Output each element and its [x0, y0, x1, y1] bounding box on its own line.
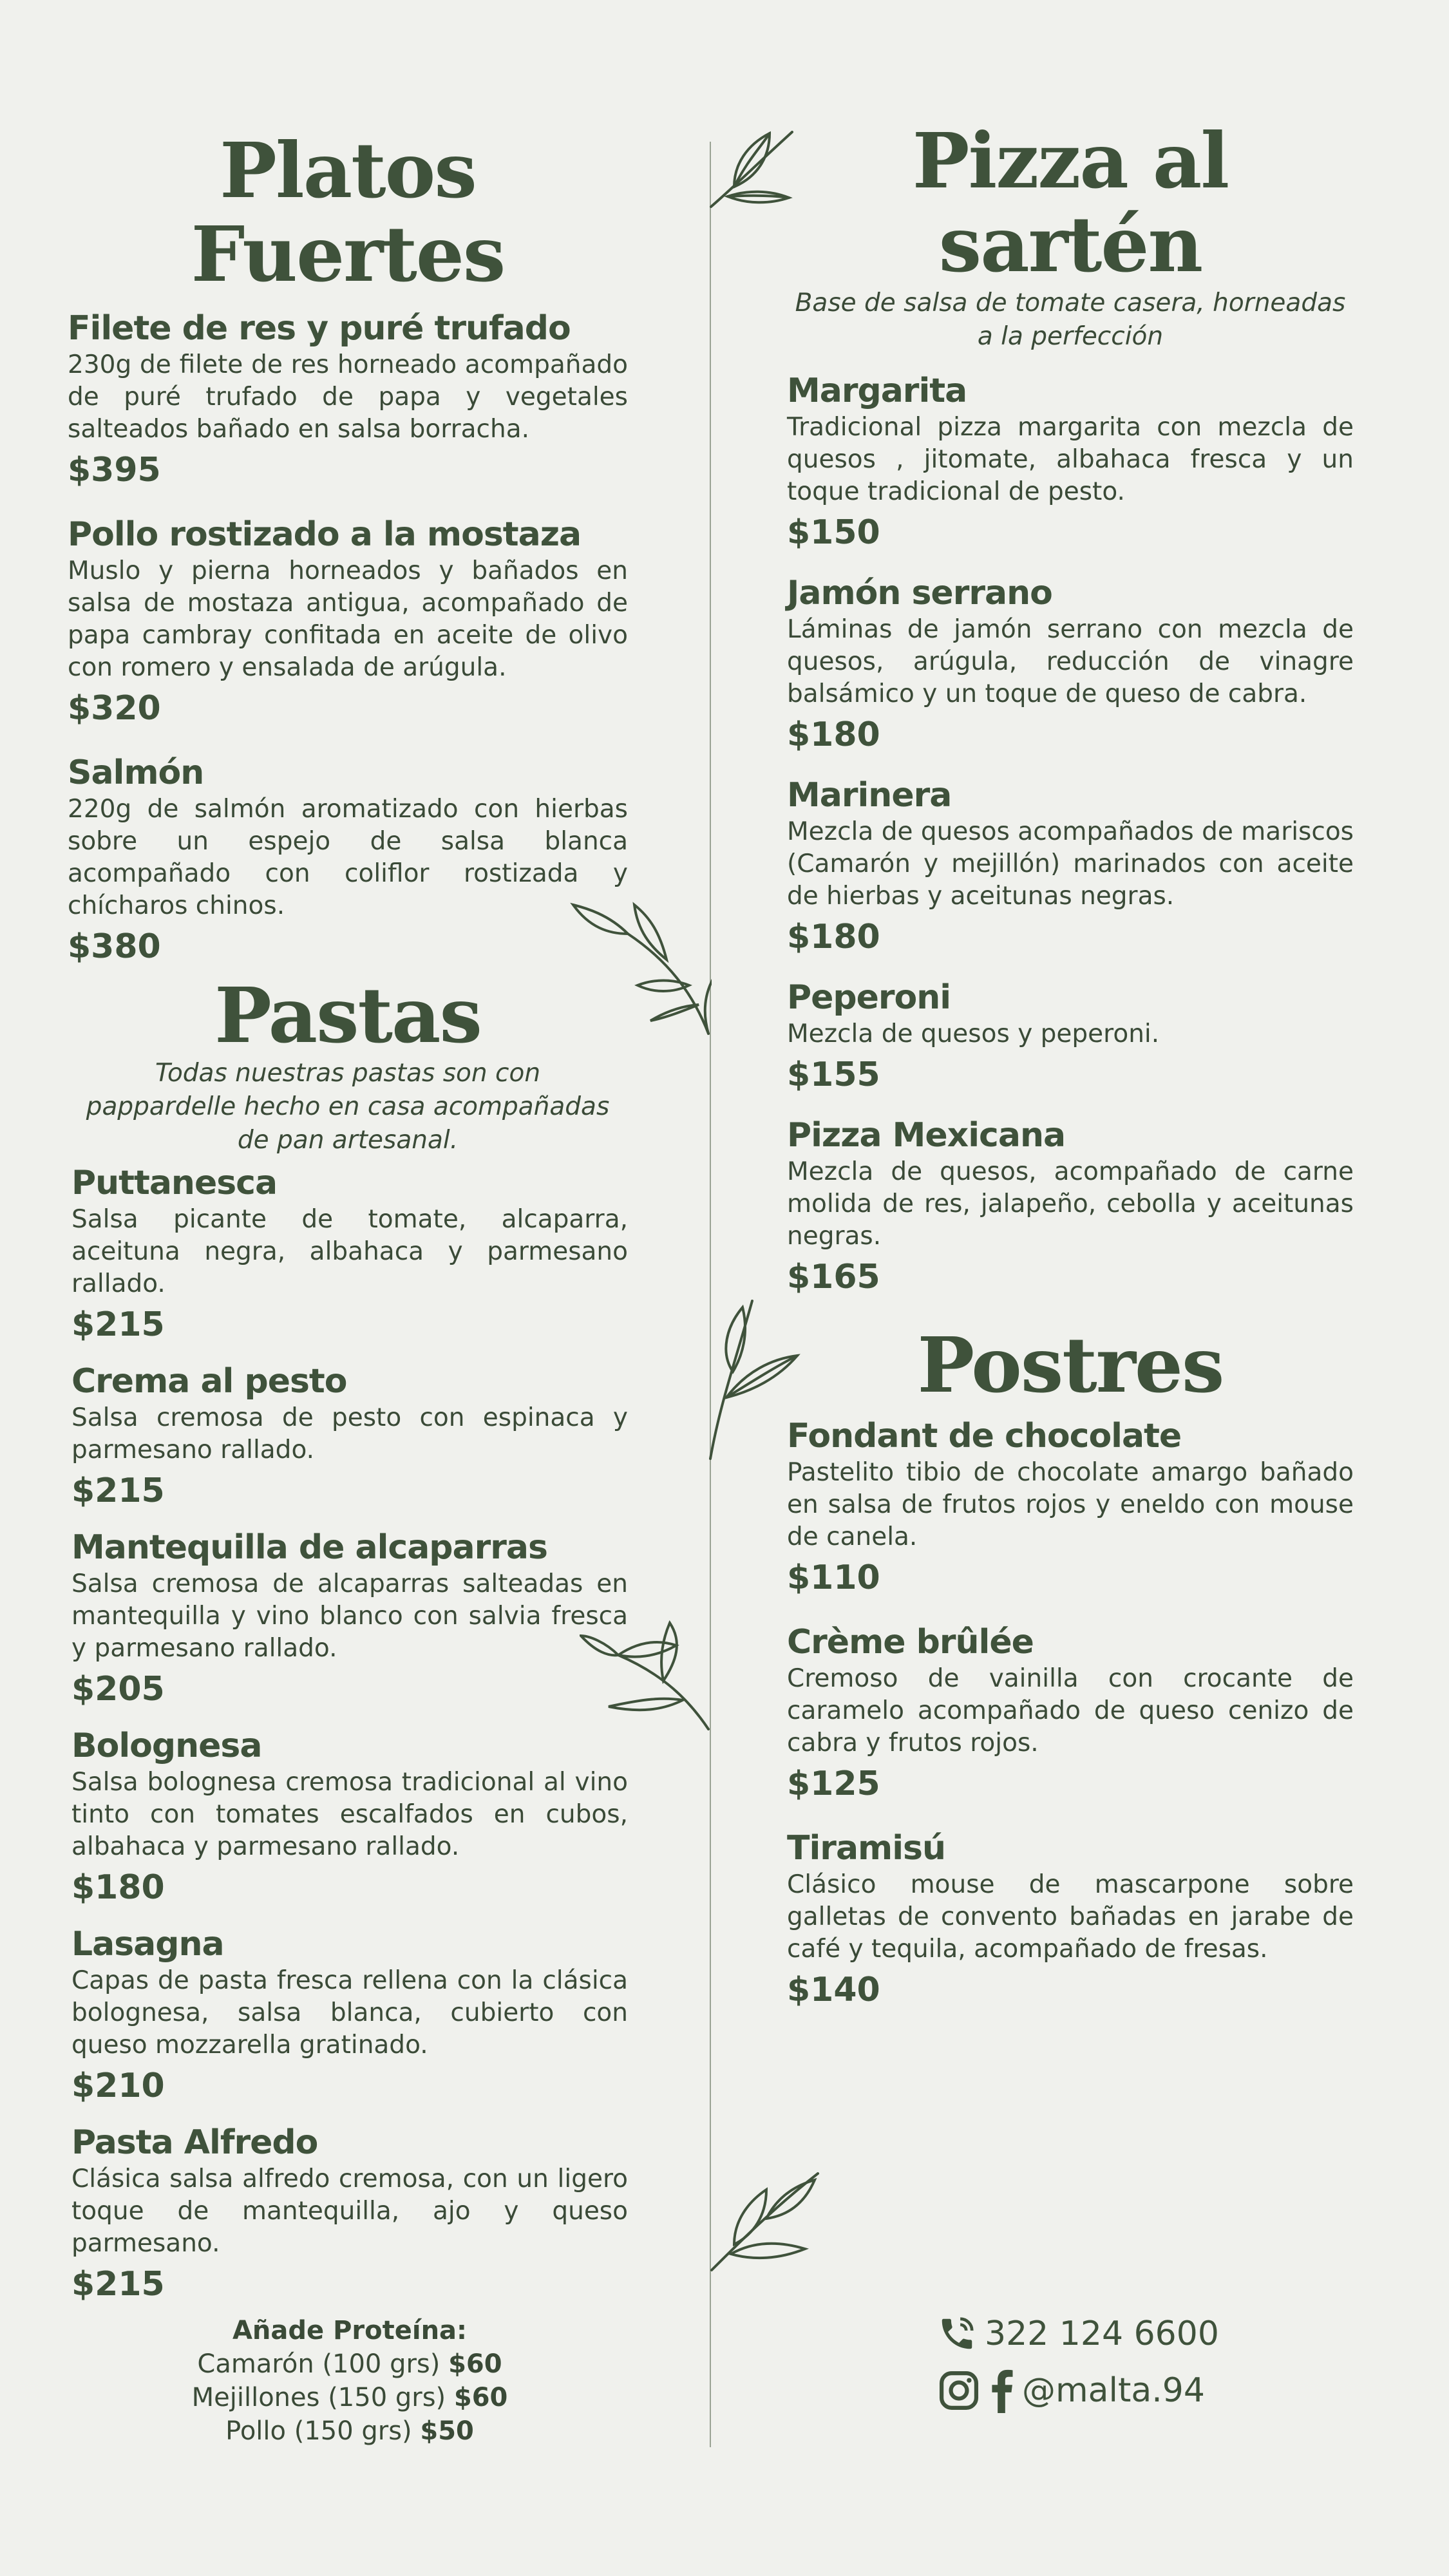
menu-item [787, 573, 1354, 755]
item-price: $320 [68, 688, 161, 728]
section-title-pizza: Pizza al sartén [912, 116, 1229, 289]
protein-heading: Añade Proteína: [232, 2316, 468, 2346]
protein-addons [71, 2314, 628, 2448]
social-handle[interactable]: @malta.94 [1022, 2371, 1205, 2410]
item-description: Mezcla de quesos y peperoni. [787, 1019, 1160, 1048]
instagram-icon[interactable] [937, 2369, 981, 2412]
item-price: $155 [787, 1055, 880, 1094]
item-description: Cremoso de vainilla con crocante de caramelo acompañado de queso cenizo de cabra y frutos rojos. [787, 1664, 1354, 1758]
item-name: Marinera [787, 775, 952, 815]
item-price: $215 [71, 1472, 165, 1511]
section-title-platos-fuertes: Platos Fuertes [191, 126, 505, 299]
menu-item [71, 1527, 628, 1710]
item-name: Crème brûlée [787, 1623, 1034, 1662]
leaf-sprig-icon [708, 2170, 821, 2273]
item-name: Jamón serrano [787, 573, 1052, 612]
facebook-icon[interactable] [989, 2368, 1014, 2413]
item-price: $180 [787, 917, 880, 956]
item-price: $165 [787, 1257, 880, 1296]
item-description: Mezcla de quesos, acompañado de carne molida de res, jalapeño, cebolla y aceitunas negras. [787, 1157, 1354, 1251]
item-description: Clásico mouse de mascarpone sobre galletas de convento bañadas en jarabe de café y tequila, acompañado de fresas. [787, 1870, 1354, 1964]
phone-number[interactable]: 322 124 6600 [985, 2315, 1219, 2353]
item-description: Salsa cremosa de alcaparras salteadas en mantequilla y vino blanco con salvia fresca y parmesano rallado. [71, 1569, 628, 1663]
item-name: Lasagna [71, 1925, 224, 1964]
protein-price: $50 [420, 2416, 474, 2447]
item-price: $380 [68, 927, 161, 966]
item-name: Crema al pesto [71, 1362, 347, 1401]
item-description: Capas de pasta fresca rellena con la clásica bolognesa, salsa blanca, cubierto con queso mozzarella gratinado. [71, 1966, 628, 2060]
protein-price: $60 [448, 2349, 502, 2380]
item-name: Pizza Mexicana [787, 1115, 1066, 1155]
leaf-sprig-icon [708, 126, 799, 209]
item-description: Láminas de jamón serrano con mezcla de quesos, arúgula, reducción de vinagre balsámico y un toque de queso de cabra. [787, 614, 1354, 708]
item-description: Pastelito tibio de chocolate amargo bañado en salsa de frutos rojos y eneldo con mouse de canela. [787, 1458, 1354, 1552]
item-name: Margarita [787, 371, 967, 410]
item-name: Pasta Alfredo [71, 2123, 318, 2163]
section-subtitle-pizza: Base de salsa de tomate casera, horneadas a la perfección [795, 288, 1346, 351]
protein-line [71, 2347, 628, 2381]
menu-item [71, 1162, 628, 1345]
item-description: Salsa bolognesa cremosa tradicional al vino tinto con tomates escalfados en cubos, albahaca y parmesano rallado. [71, 1768, 628, 1862]
menu-item [787, 1622, 1354, 1804]
menu-item [787, 370, 1354, 553]
item-description: 230g de filete de res horneado acompañado de puré trufado de papa y vegetales salteados bañado en salsa borracha. [68, 350, 628, 444]
protein-label: Mejillones (150 grs) [191, 2383, 446, 2413]
item-name: Puttanesca [71, 1164, 278, 1203]
item-name: Pollo rostizado a la mostaza [68, 515, 582, 554]
item-description: Tradicional pizza margarita con mezcla de quesos , jitomate, albahaca fresca y un toque tradicional de pesto. [787, 412, 1354, 506]
menu-item [71, 1361, 628, 1511]
item-description: Salsa picante de tomate, alcaparra, aceituna negra, albahaca y parmesano rallado. [71, 1205, 628, 1299]
item-description: Salsa cremosa de pesto con espinaca y parmesano rallado. [71, 1403, 628, 1465]
item-price: $180 [71, 1868, 165, 1908]
item-price: $215 [71, 2265, 165, 2304]
item-price: $150 [787, 513, 880, 552]
section-title-pastas: Pastas [214, 970, 481, 1060]
item-description: Muslo y pierna horneados y bañados en salsa de mostaza antigua, acompañado de papa cambray confitada en aceite de olivo con romero y ensalada de arúgula. [68, 556, 628, 682]
item-price: $110 [787, 1558, 880, 1598]
menu-item [787, 1416, 1354, 1598]
phone-icon [937, 2314, 977, 2354]
item-price: $215 [71, 1305, 165, 1345]
menu-item [71, 1725, 628, 1908]
protein-label: Camarón (100 grs) [197, 2349, 440, 2380]
right-column [787, 116, 1354, 2011]
protein-label: Pollo (150 grs) [225, 2416, 412, 2447]
menu-item [71, 2122, 628, 2305]
protein-price: $60 [453, 2383, 508, 2413]
item-description: Clásica salsa alfredo cremosa, con un ligero toque de mantequilla, ajo y queso parmesano. [71, 2164, 628, 2259]
menu-item [787, 1115, 1354, 1298]
item-name: Bolognesa [71, 1727, 262, 1766]
menu-item [68, 514, 628, 729]
item-description: Mezcla de quesos acompañados de mariscos (Camarón y mejillón) marinados con aceite de hierbas y aceitunas negras. [787, 817, 1354, 911]
item-name: Filete de res y puré trufado [68, 308, 571, 348]
item-name: Peperoni [787, 978, 951, 1017]
left-column [68, 126, 628, 2448]
item-name: Tiramisú [787, 1829, 946, 1868]
item-price: $125 [787, 1765, 880, 1804]
item-name: Mantequilla de alcaparras [71, 1528, 547, 1567]
item-price: $140 [787, 1971, 880, 2010]
section-subtitle-pastas: Todas nuestras pastas son con pappardelle hecho en casa acompañadas de pan artesanal. [86, 1059, 610, 1155]
item-name: Salmón [68, 753, 204, 792]
menu-item [787, 775, 1354, 958]
item-name: Fondant de chocolate [787, 1417, 1182, 1456]
menu-item [787, 977, 1354, 1095]
menu-item [787, 1828, 1354, 2011]
menu-item [68, 752, 628, 967]
item-price: $210 [71, 2067, 165, 2106]
item-price: $395 [68, 450, 161, 489]
item-description: 220g de salmón aromatizado con hierbas sobre un espejo de salsa blanca acompañado con coliflor rostizada y chícharos chinos. [68, 794, 628, 920]
menu-item [71, 1924, 628, 2107]
social-row [937, 2362, 1272, 2419]
protein-line [71, 2381, 628, 2414]
section-title-postres: Postres [917, 1320, 1224, 1410]
protein-line [71, 2414, 628, 2448]
item-price: $205 [71, 1670, 165, 1709]
contact-info [937, 2306, 1272, 2419]
phone-row [937, 2306, 1272, 2362]
menu-item [68, 308, 628, 491]
item-price: $180 [787, 715, 880, 754]
